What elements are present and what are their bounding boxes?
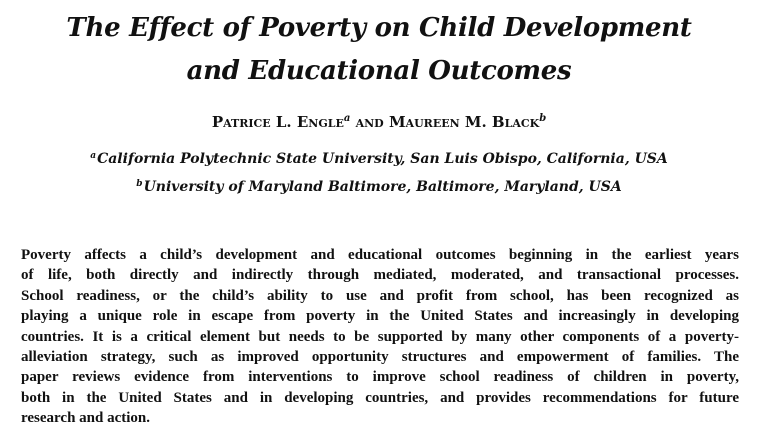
abstract-line: both in the United States and in developing countries, and provides recommendations for future [21,389,739,406]
author-list [0,113,758,131]
affiliation [0,150,758,168]
author-name: Maureen M. Black [388,113,540,131]
author-affiliation-marker: b [539,113,547,124]
paper-title-line-2: and Educational Outcomes [186,56,572,86]
affiliation-marker: b [136,179,143,189]
affiliation-text: California Polytechnic State University, San Luis Obispo, California, USA [97,151,668,167]
abstract-line: research and action. [21,410,151,427]
abstract-line: alleviation strategy, such as improved opportunity structures and empowerment of families. The [21,348,739,365]
affiliation [0,178,758,196]
abstract [21,245,739,429]
abstract-line: playing a unique role in escape from poverty in the United States and increasingly in developing [21,308,739,325]
abstract-line: of life, both directly and indirectly through mediated, moderated, and transactional processes. [21,267,739,284]
abstract-line: countries. It is a critical element but needs to be supported by many other components of a poverty- [21,328,739,345]
author-affiliation-marker: a [343,113,351,124]
author-conjunction: and [355,113,384,131]
author-name: Patrice L. Engle [211,113,344,131]
affiliation-marker: a [90,151,97,161]
abstract-line: paper reviews evidence from interventions to improve school readiness of children in poverty, [21,369,739,386]
paper-title-line-1: The Effect of Poverty on Child Development [66,13,692,43]
abstract-line: Poverty affects a child’s development and educational outcomes beginning in the earliest years [21,247,739,263]
abstract-line: School readiness, or the child’s ability to use and profit from school, has been recognized as [21,287,739,304]
affiliation-text: University of Maryland Baltimore, Baltimore, Maryland, USA [143,179,622,195]
